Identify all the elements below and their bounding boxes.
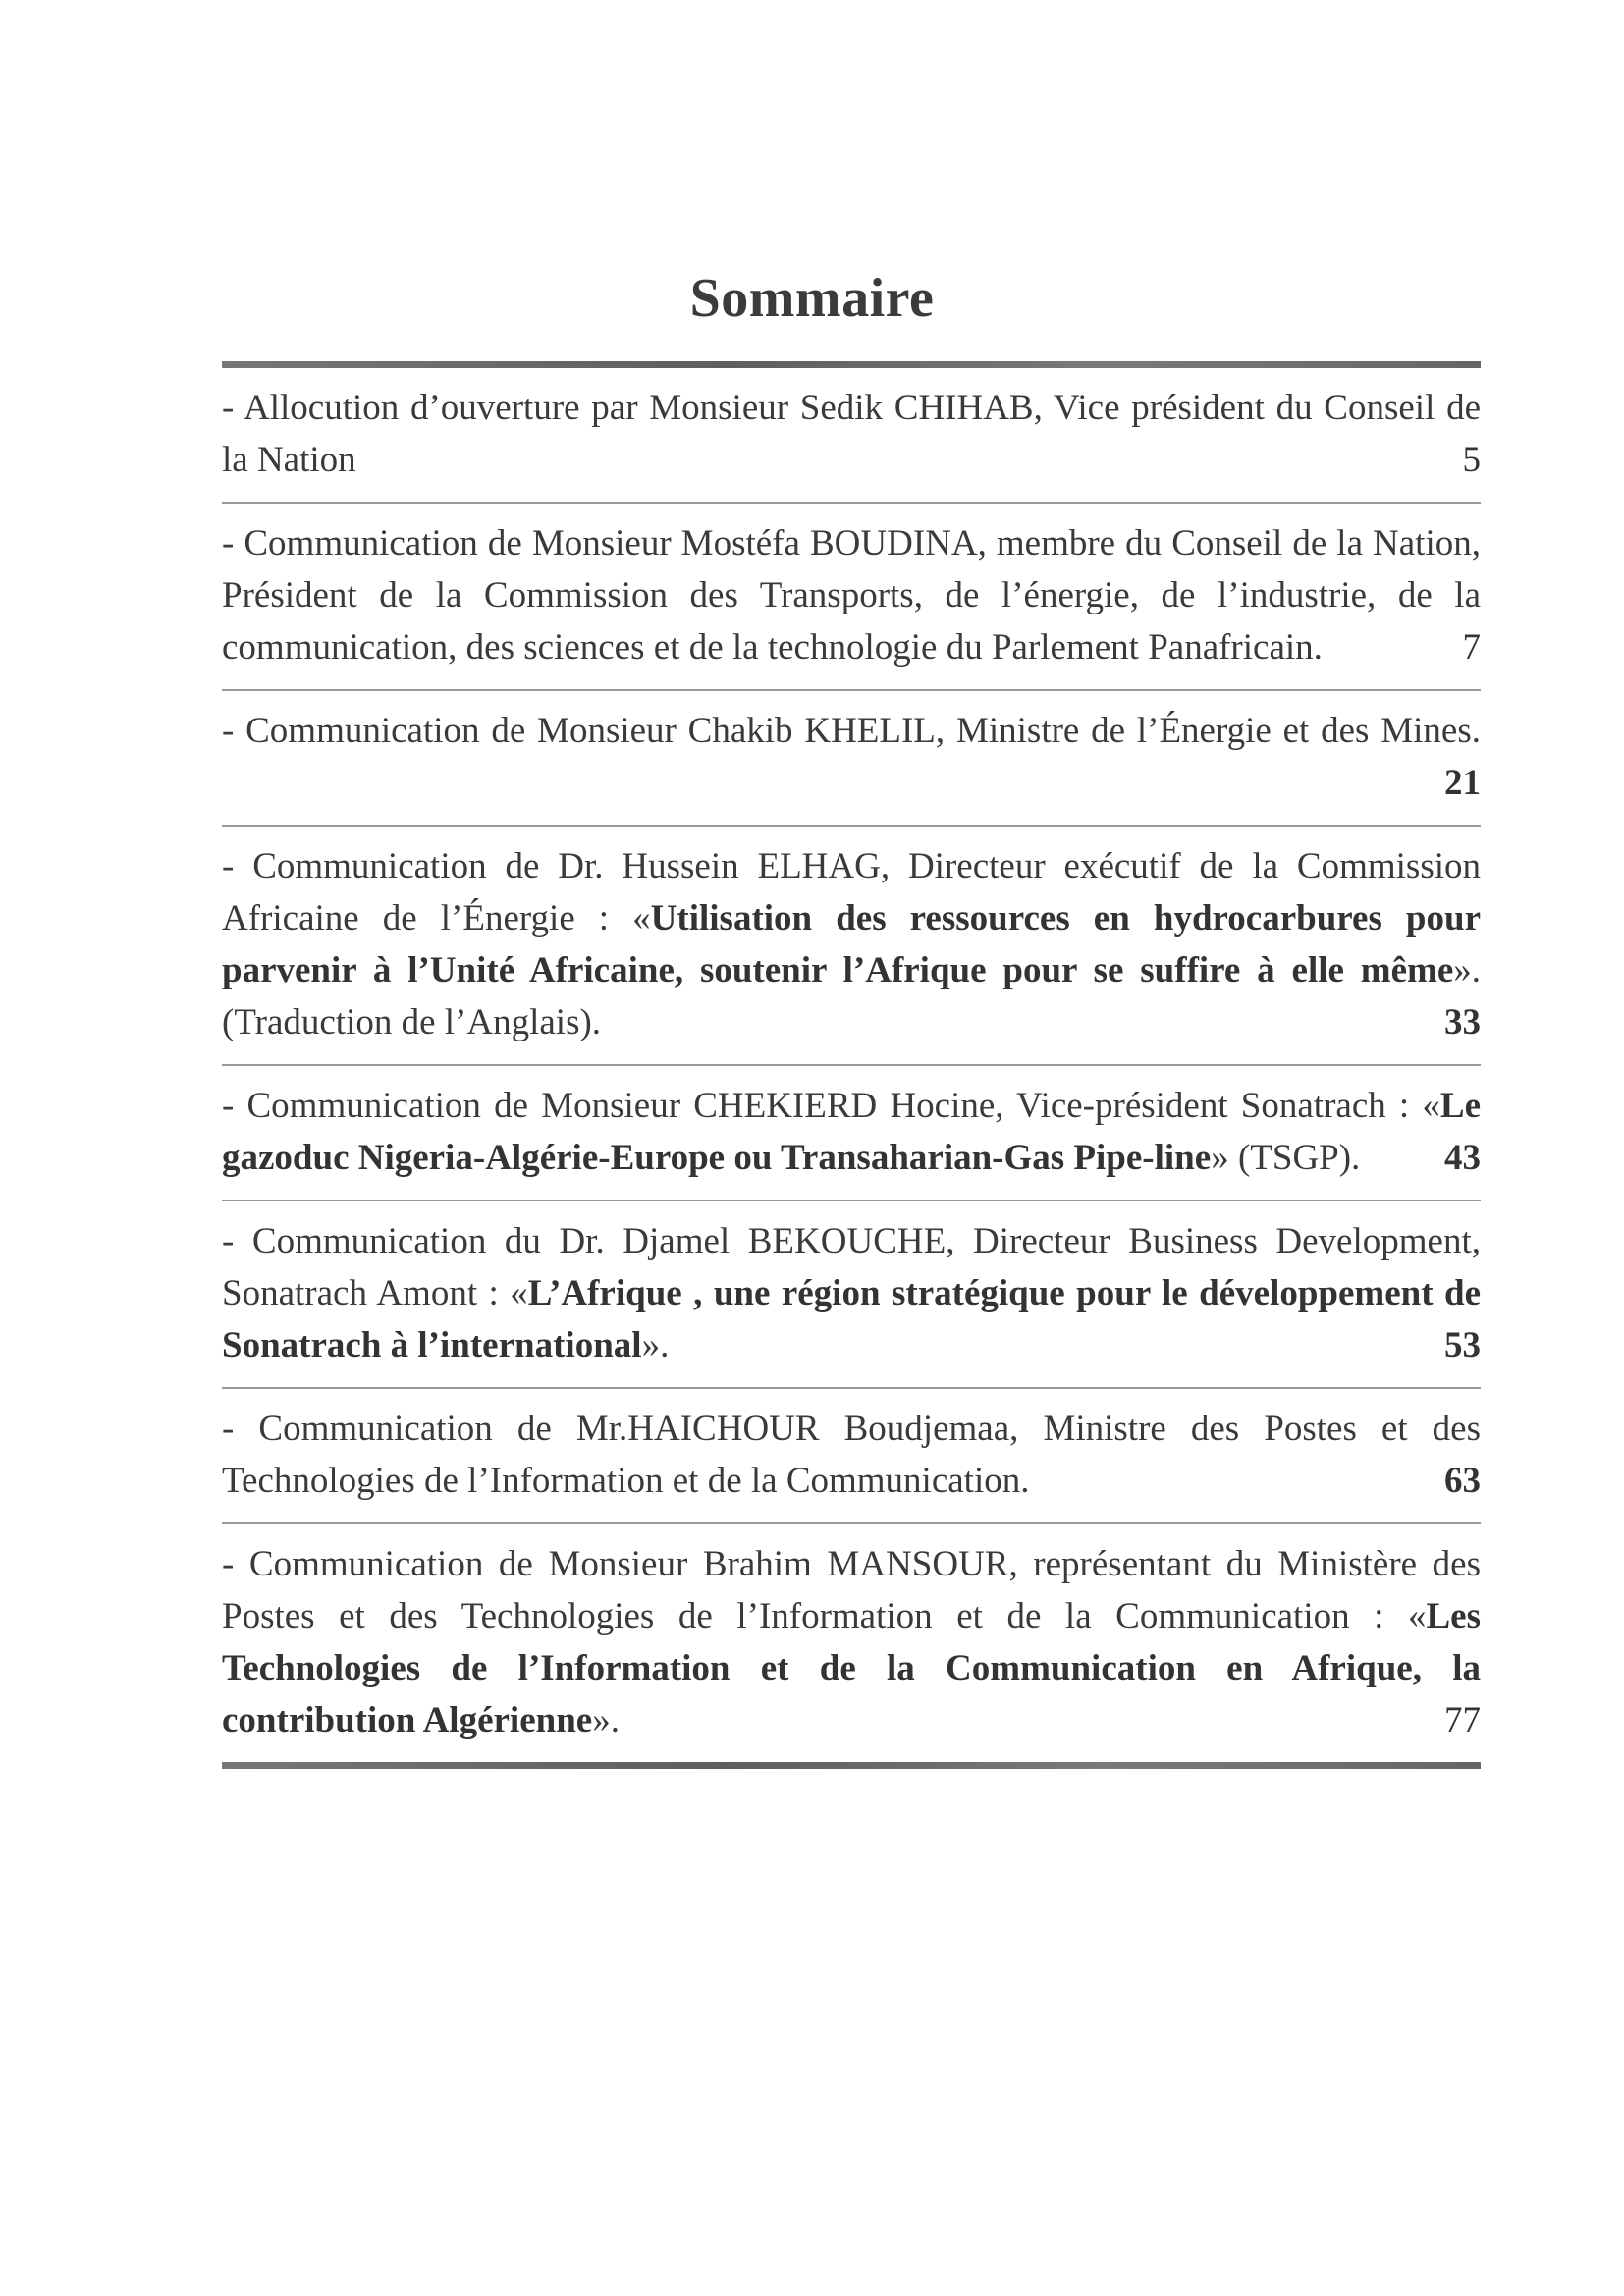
toc-entry[interactable]	[222, 691, 1481, 825]
bottom-rule	[222, 1762, 1481, 1769]
toc-entry[interactable]	[222, 827, 1481, 1064]
toc-entry-page: 77	[1444, 1700, 1481, 1740]
toc-entry[interactable]	[222, 1389, 1481, 1522]
toc-entry[interactable]	[222, 1066, 1481, 1200]
toc-entry-text: - Communication de Monsieur Chakib KHELIL, Ministre de l’Énergie et des Mines.	[222, 711, 1481, 751]
toc-entry-page: 43	[1444, 1138, 1481, 1178]
toc-entry[interactable]	[222, 504, 1481, 689]
toc-entry-page: 53	[1444, 1325, 1481, 1365]
top-rule	[222, 361, 1481, 368]
table-of-contents	[222, 361, 1481, 1769]
toc-entry-page: 7	[1462, 627, 1481, 667]
toc-entry-text: - Communication de Mr.HAICHOUR Boudjemaa, Ministre des Postes et des Technologies de l’Information et de la Communication.	[222, 1409, 1481, 1501]
toc-entry[interactable]	[222, 368, 1481, 502]
toc-entry-page: 33	[1444, 1002, 1481, 1042]
toc-entry-text: - Communication de Monsieur CHEKIERD Hocine, Vice-président Sonatrach : «Le gazoduc Nigeria-Algérie-Europe ou Transaharian-Gas Pipe-line» (TSGP).	[222, 1086, 1481, 1178]
toc-entry-text: - Allocution d’ouverture par Monsieur Sedik CHIHAB, Vice président du Conseil de la Nation	[222, 388, 1481, 480]
toc-entry-text: - Communication de Monsieur Brahim MANSOUR, représentant du Ministère des Postes et des Technologies de l’Information et de la Communication : «Les Technologies de l’Information et de la Communication en Afrique, la contribution Algérienne».	[222, 1544, 1481, 1740]
toc-entry[interactable]	[222, 1524, 1481, 1762]
toc-entry-text: - Communication de Monsieur Mostéfa BOUDINA, membre du Conseil de la Nation, Président de la Commission des Transports, de l’énergie, de l’industrie, de la communication, des sciences et de la technologie du Parlement Panafricain.	[222, 523, 1481, 667]
toc-entry-page: 21	[1444, 763, 1481, 803]
toc-entry[interactable]	[222, 1201, 1481, 1387]
toc-entry-page: 5	[1462, 440, 1481, 480]
toc-entry-text: - Communication de Dr. Hussein ELHAG, Directeur exécutif de la Commission Africaine de l’Énergie : «Utilisation des ressources en hydrocarbures pour parvenir à l’Unité Africaine, soutenir l’Afrique pour se suffire à elle même». (Traduction de l’Anglais).	[222, 846, 1482, 1042]
page-title: Sommaire	[689, 268, 935, 329]
toc-entry-text: - Communication du Dr. Djamel BEKOUCHE, Directeur Business Development, Sonatrach Amont : «L’Afrique , une région stratégique pour le développement de Sonatrach à l’international».	[222, 1221, 1482, 1365]
toc-entry-page: 63	[1444, 1461, 1481, 1501]
